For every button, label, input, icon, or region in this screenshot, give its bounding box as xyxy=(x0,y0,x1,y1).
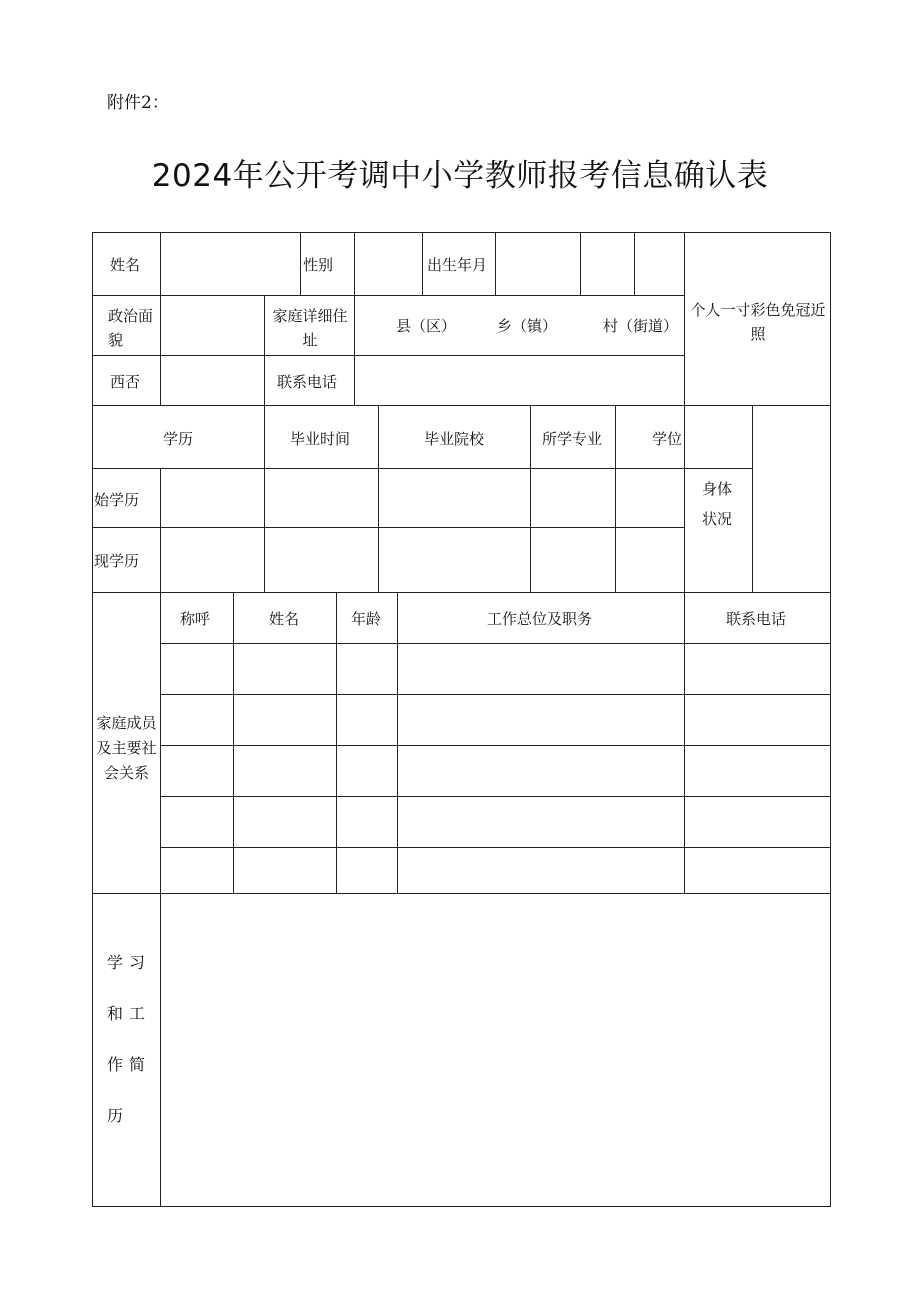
grad-time-header: 毕业时间 xyxy=(290,430,351,448)
photo-placeholder[interactable]: 个人一寸彩色免冠近照 xyxy=(690,301,826,343)
resume-label-line: 作简 xyxy=(107,1055,152,1074)
family-section-label: 家庭成员及主要社会关系 xyxy=(96,714,157,782)
current-edu-label: 现学历 xyxy=(94,552,140,570)
political-field[interactable] xyxy=(161,296,264,355)
resume-field[interactable] xyxy=(161,894,830,1206)
health-label: 身体状况 xyxy=(701,480,732,528)
birth-month-field[interactable] xyxy=(581,233,634,295)
health-field[interactable] xyxy=(753,406,830,592)
name-label: 姓名 xyxy=(110,256,141,274)
degree-header: 学位 xyxy=(652,430,683,448)
address-label: 家庭详细住址 xyxy=(272,307,348,349)
birth-day-field[interactable] xyxy=(635,233,684,295)
edu-header: 学历 xyxy=(163,430,194,448)
gender-label: 性别 xyxy=(303,256,334,274)
family-header-name: 姓名 xyxy=(269,610,300,628)
resume-label-line: 学习 xyxy=(107,953,152,972)
phone-field[interactable] xyxy=(355,356,684,405)
address-town[interactable]: 乡（镇） xyxy=(497,317,558,335)
family-header-phone: 联系电话 xyxy=(726,610,787,628)
family-header-title: 称呼 xyxy=(180,610,211,628)
phone-label: 联系电话 xyxy=(277,373,338,391)
political-label: 政治面貌 xyxy=(108,307,154,349)
address-county[interactable]: 县（区） xyxy=(396,317,457,335)
page-title: 2024年公开考调中小学教师报考信息确认表 xyxy=(151,158,769,194)
address-village[interactable]: 村（街道） xyxy=(603,317,679,335)
resume-label-line: 历 xyxy=(107,1106,130,1125)
married-field[interactable] xyxy=(161,356,264,405)
family-header-work: 工作总位及职务 xyxy=(487,610,593,628)
annex-label: 附件2： xyxy=(107,93,169,113)
family-header-age: 年龄 xyxy=(351,610,382,628)
married-label: 西否 xyxy=(110,373,141,391)
major-header: 所学专业 xyxy=(542,430,603,448)
birth-label: 出生年月 xyxy=(427,256,488,274)
name-field[interactable] xyxy=(161,233,300,295)
birth-year-field[interactable] xyxy=(496,233,580,295)
resume-label-line: 和工 xyxy=(107,1004,152,1023)
initial-edu-label: 始学历 xyxy=(94,491,140,509)
gender-field[interactable] xyxy=(355,233,422,295)
school-header: 毕业院校 xyxy=(424,430,485,448)
resume-label xyxy=(107,937,157,1141)
